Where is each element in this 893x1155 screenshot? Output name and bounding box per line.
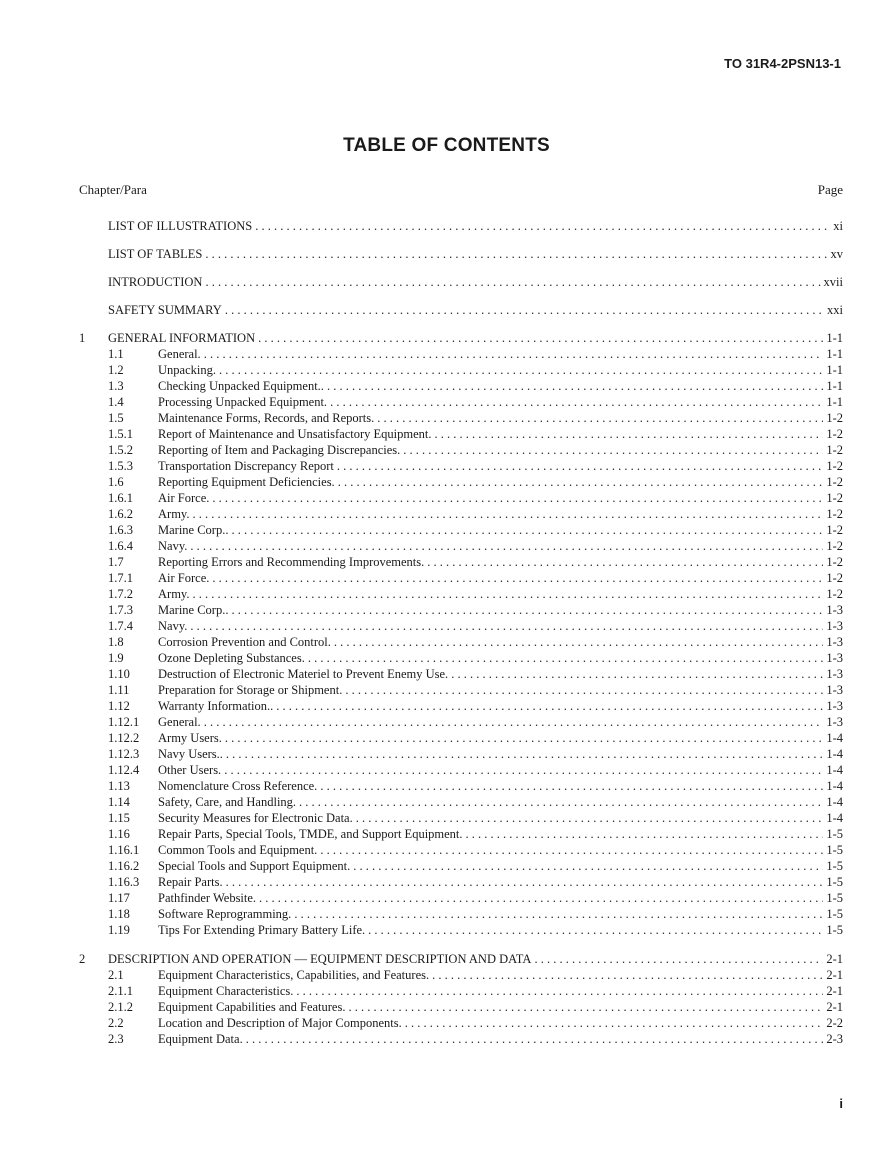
toc-entry-page: xxi	[824, 302, 843, 318]
toc-entry-number: 1.6.3	[108, 523, 133, 537]
toc-entry-number: 1.2	[108, 363, 124, 377]
toc-entry-page: 1-2	[823, 490, 843, 506]
toc-entry-title: Repair Parts, Special Tools, TMDE, and Support Equipment.	[158, 827, 466, 841]
toc-entry-number: 1.16	[108, 827, 130, 841]
toc-entry-page: 1-2	[823, 506, 843, 522]
toc-entry-title: Repair Parts.	[158, 875, 226, 889]
toc-entry-title: Army.	[158, 587, 192, 601]
toc-entry-page: 1-2	[823, 410, 843, 426]
toc-entry[interactable]	[79, 618, 843, 634]
toc-entry[interactable]	[79, 426, 843, 442]
toc-entry-title: Report of Maintenance and Unsatisfactory Equipment.	[158, 427, 435, 441]
toc-entry-title: Air Force.	[158, 491, 212, 505]
toc-entry-title: Preparation for Storage or Shipment.	[158, 683, 345, 697]
toc-entry-number: 1.14	[108, 795, 130, 809]
toc-entry-page: 1-2	[823, 426, 843, 442]
toc-entry[interactable]	[79, 983, 843, 999]
toc-entry-number: 1.10	[108, 667, 130, 681]
chapter-page: 2-1	[823, 951, 843, 967]
toc-entry-title: Destruction of Electronic Materiel to Prevent Enemy Use.	[158, 667, 451, 681]
toc-entry-number: 1.7.2	[108, 587, 133, 601]
toc-entry[interactable]	[79, 346, 843, 362]
toc-entry[interactable]	[79, 602, 843, 618]
toc-entry-page: 1-2	[823, 538, 843, 554]
toc-entry-number: 1.12.4	[108, 763, 140, 777]
toc-entry[interactable]	[79, 378, 843, 394]
page-number: i	[839, 1096, 843, 1111]
toc-entry[interactable]	[79, 874, 843, 890]
toc-entry[interactable]	[79, 246, 843, 274]
toc-entry-page: xvii	[821, 274, 843, 290]
toc-entry[interactable]	[79, 890, 843, 906]
toc-entry-page: 1-4	[823, 762, 843, 778]
toc-entry-page: 1-4	[823, 794, 843, 810]
toc-entry-page: 1-1	[823, 362, 843, 378]
toc-entry[interactable]	[79, 778, 843, 794]
toc-entry-page: 1-5	[823, 906, 843, 922]
toc-entry-number: 1.12	[108, 699, 130, 713]
toc-entry-page: 1-5	[823, 874, 843, 890]
toc-entry-page: 1-1	[823, 346, 843, 362]
toc-entry[interactable]	[79, 474, 843, 490]
toc-entry-title: Ozone Depleting Substances.	[158, 651, 308, 665]
toc-entry-number: 2.1.1	[108, 984, 133, 998]
toc-entry[interactable]	[79, 999, 843, 1015]
toc-entry-page: 1-1	[823, 394, 843, 410]
toc-entry-title: Army.	[158, 507, 192, 521]
toc-entry-title: Reporting Errors and Recommending Improvements.	[158, 555, 427, 569]
toc-entry[interactable]	[79, 666, 843, 682]
toc-entry[interactable]	[79, 634, 843, 650]
toc-entry-page: 2-1	[823, 999, 843, 1015]
toc-entry-number: 1.13	[108, 779, 130, 793]
toc-entry-number: 1.7.4	[108, 619, 133, 633]
toc-entry-title: Army Users.	[158, 731, 225, 745]
toc-entry[interactable]	[79, 410, 843, 426]
toc-entry-page: 1-5	[823, 826, 843, 842]
toc-entry-title: LIST OF TABLES	[108, 247, 205, 261]
toc-entry-number: 1.6.1	[108, 491, 133, 505]
toc-entry[interactable]	[79, 842, 843, 858]
toc-entry-page: 1-5	[823, 842, 843, 858]
toc-entry[interactable]	[79, 967, 843, 983]
toc-entry-title: Special Tools and Support Equipment.	[158, 859, 353, 873]
toc-entry-title: Air Force.	[158, 571, 212, 585]
toc-entry[interactable]	[79, 762, 843, 778]
chapter-2-section	[79, 951, 843, 1047]
toc-entry-title: Unpacking.	[158, 363, 219, 377]
toc-entry-title: Navy.	[158, 539, 190, 553]
toc-entry-number: 1.5.2	[108, 443, 133, 457]
toc-entry-number: 1.5.3	[108, 459, 133, 473]
toc-entry-title: Other Users.	[158, 763, 224, 777]
toc-entry-title: Equipment Data.	[158, 1032, 246, 1046]
toc-entry-page: 1-2	[823, 570, 843, 586]
toc-entry-page: 1-3	[823, 682, 843, 698]
toc-entry-page: 1-3	[823, 634, 843, 650]
toc-entry-page: 1-4	[823, 730, 843, 746]
document-number: TO 31R4-2PSN13-1	[724, 56, 841, 71]
toc-entry-page: 1-3	[823, 602, 843, 618]
toc-entry[interactable]	[79, 746, 843, 762]
toc-entry-page: 2-3	[823, 1031, 843, 1047]
toc-entry-title: Equipment Characteristics, Capabilities, and Features.	[158, 968, 432, 982]
toc-entry-title: Corrosion Prevention and Control.	[158, 635, 334, 649]
toc-entry-title: Navy Users..	[158, 747, 226, 761]
toc-entry[interactable]	[79, 302, 843, 330]
toc-entry-title: Software Reprogramming.	[158, 907, 294, 921]
toc-entry-title: Safety, Care, and Handling.	[158, 795, 299, 809]
toc-entry[interactable]	[79, 586, 843, 602]
toc-entry[interactable]	[79, 458, 843, 474]
toc-entry-number: 1.8	[108, 635, 124, 649]
toc-entry-page: 1-4	[823, 778, 843, 794]
toc-entry-title: Common Tools and Equipment.	[158, 843, 320, 857]
toc-entry-page: 1-3	[823, 666, 843, 682]
chapter-1-section	[79, 330, 843, 938]
toc-entry-number: 1.6.4	[108, 539, 133, 553]
chapter-number: 1	[79, 331, 86, 345]
toc-entry[interactable]	[79, 570, 843, 586]
toc-entry[interactable]	[79, 538, 843, 554]
toc-entry-number: 1.11	[108, 683, 130, 697]
column-header-page: Page	[817, 182, 843, 197]
toc-entry-title: INTRODUCTION	[108, 275, 205, 289]
chapter-1-items	[79, 346, 843, 938]
toc-entry-number: 1.16.2	[108, 859, 140, 873]
chapter-number: 2	[79, 952, 86, 966]
toc-entry-number: 1.12.1	[108, 715, 140, 729]
toc-entry[interactable]	[79, 1015, 843, 1031]
column-header-chapter: Chapter/Para	[79, 182, 147, 197]
toc-entry-number: 1.18	[108, 907, 130, 921]
toc-entry-number: 1.4	[108, 395, 124, 409]
toc-entry-number: 1.3	[108, 379, 124, 393]
toc-entry-title: LIST OF ILLUSTRATIONS	[108, 219, 255, 233]
toc-entry-title: Reporting Equipment Deficiencies.	[158, 475, 338, 489]
toc-entry-page: 1-3	[823, 650, 843, 666]
toc-entry[interactable]	[79, 810, 843, 826]
chapter-2-items	[79, 967, 843, 1047]
toc-entry-number: 1.6	[108, 475, 124, 489]
toc-entry-page: 1-4	[823, 810, 843, 826]
toc-entry-page: 2-1	[823, 983, 843, 999]
toc-entry-number: 1.7.1	[108, 571, 133, 585]
toc-entry-title: Maintenance Forms, Records, and Reports.	[158, 411, 377, 425]
toc-entry-number: 1.17	[108, 891, 130, 905]
toc-entry[interactable]	[79, 1031, 843, 1047]
toc-entry-page: 1-5	[823, 922, 843, 938]
chapter-heading[interactable]	[79, 330, 843, 346]
toc-entry-page: 1-2	[823, 586, 843, 602]
toc-entry[interactable]	[79, 506, 843, 522]
toc-entry-title: Warranty Information..	[158, 699, 276, 713]
toc-entry[interactable]	[79, 362, 843, 378]
toc-entry-number: 1.19	[108, 923, 130, 937]
toc-entry[interactable]	[79, 218, 843, 246]
chapter-title: DESCRIPTION AND OPERATION — EQUIPMENT DESCRIPTION AND DATA	[108, 952, 534, 966]
toc-entry-title: Reporting of Item and Packaging Discrepancies.	[158, 443, 403, 457]
toc-entry-number: 2.1.2	[108, 1000, 133, 1014]
toc-entry-title: Checking Unpacked Equipment..	[158, 379, 327, 393]
page-title: TABLE OF CONTENTS	[343, 135, 550, 156]
toc-entry[interactable]	[79, 794, 843, 810]
toc-entry-number: 1.9	[108, 651, 124, 665]
toc-entry[interactable]	[79, 906, 843, 922]
toc-entry[interactable]	[79, 826, 843, 842]
toc-entry-number: 1.5	[108, 411, 124, 425]
toc-entry-page: xv	[828, 246, 844, 262]
toc-entry-page: 2-2	[823, 1015, 843, 1031]
toc-entry-number: 1.1	[108, 347, 124, 361]
toc-entry-page: 1-2	[823, 554, 843, 570]
toc-entry-page: 1-4	[823, 746, 843, 762]
chapter-heading[interactable]	[79, 951, 843, 967]
toc-entry[interactable]	[79, 922, 843, 938]
toc-entry-number: 1.5.1	[108, 427, 133, 441]
toc-entry-title: Marine Corp..	[158, 603, 231, 617]
toc-entry-title: Location and Description of Major Components.	[158, 1016, 405, 1030]
toc-entry-page: xi	[830, 218, 843, 234]
toc-entry[interactable]	[79, 682, 843, 698]
toc-entry[interactable]	[79, 274, 843, 302]
toc-entry-page: 1-3	[823, 618, 843, 634]
toc-entry[interactable]	[79, 490, 843, 506]
toc-entry-number: 2.1	[108, 968, 124, 982]
toc-entry-page: 1-2	[823, 458, 843, 474]
toc-entry-page: 1-3	[823, 698, 843, 714]
toc-entry-page: 1-5	[823, 890, 843, 906]
toc-entry-number: 2.2	[108, 1016, 124, 1030]
toc-entry[interactable]	[79, 858, 843, 874]
toc-entry-number: 1.7	[108, 555, 124, 569]
toc-entry-title: Processing Unpacked Equipment.	[158, 395, 330, 409]
chapter-title: GENERAL INFORMATION	[108, 331, 258, 345]
toc-entry-page: 2-1	[823, 967, 843, 983]
toc-entry-title: Equipment Capabilities and Features.	[158, 1000, 348, 1014]
toc-entry-page: 1-5	[823, 858, 843, 874]
toc-entry-page: 1-2	[823, 442, 843, 458]
toc-entry[interactable]	[79, 714, 843, 730]
toc-entry-title: Nomenclature Cross Reference.	[158, 779, 320, 793]
toc-entry-number: 1.12.3	[108, 747, 140, 761]
toc-entry-page: 1-3	[823, 714, 843, 730]
toc-entry-number: 1.16.1	[108, 843, 140, 857]
toc-entry-title: General.	[158, 715, 204, 729]
toc-entry-page: 1-1	[823, 378, 843, 394]
toc-entry-page: 1-2	[823, 474, 843, 490]
toc-entry-number: 1.12.2	[108, 731, 140, 745]
toc-entry[interactable]	[79, 698, 843, 714]
toc-entry-number: 1.7.3	[108, 603, 133, 617]
toc-entry-title: General.	[158, 347, 204, 361]
front-matter-list	[79, 218, 843, 330]
toc-entry-title: Security Measures for Electronic Data.	[158, 811, 356, 825]
toc-entry-title: Equipment Characteristics.	[158, 984, 296, 998]
toc-entry[interactable]	[79, 650, 843, 666]
toc-entry-number: 2.3	[108, 1032, 124, 1046]
toc-entry[interactable]	[79, 442, 843, 458]
toc-entry-title: Navy.	[158, 619, 190, 633]
chapter-page: 1-1	[823, 330, 843, 346]
toc-entry-page: 1-2	[823, 522, 843, 538]
toc-entry-number: 1.15	[108, 811, 130, 825]
toc-entry-title: Marine Corp..	[158, 523, 231, 537]
toc-entry-number: 1.6.2	[108, 507, 133, 521]
toc-entry[interactable]	[79, 730, 843, 746]
toc-entry-number: 1.16.3	[108, 875, 140, 889]
toc-entry[interactable]	[79, 394, 843, 410]
toc-entry-title: Pathfinder Website.	[158, 891, 259, 905]
toc-entry[interactable]	[79, 522, 843, 538]
toc-entry[interactable]	[79, 554, 843, 570]
toc-entry-title: Tips For Extending Primary Battery Life.	[158, 923, 368, 937]
toc-entry-title: Transportation Discrepancy Report	[158, 459, 337, 473]
toc-entry-title: SAFETY SUMMARY	[108, 303, 225, 317]
